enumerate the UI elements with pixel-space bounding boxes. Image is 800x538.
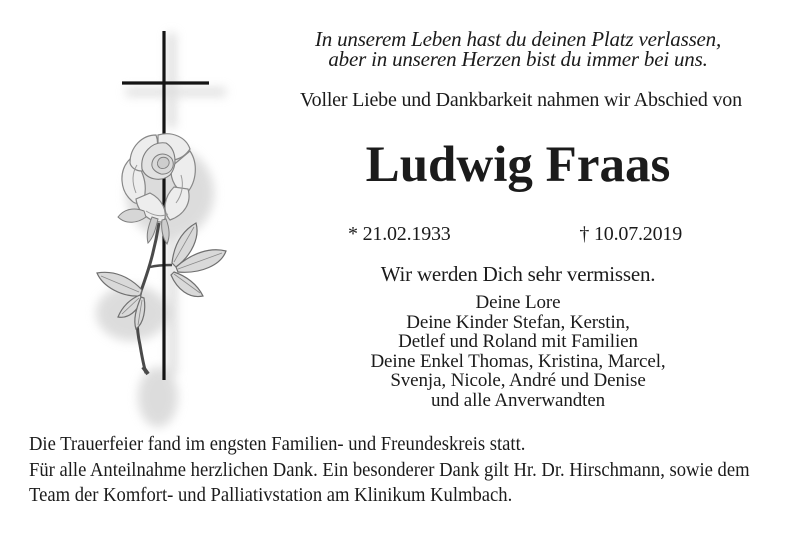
epigraph-line: In unserem Leben hast du deinen Platz verlassen, [314,27,722,51]
mourner-line: Deine Kinder Stefan, Kerstin, [406,311,630,333]
death-date: † 10.07.2019 [579,223,682,245]
footer-text [29,432,750,509]
footer-line: Team der Komfort- und Palliativstation am Klinikum Kulmbach. [29,484,513,506]
epigraph-line: aber in unseren Herzen bist du immer bei uns. [328,47,708,71]
artwork-shadow [96,33,226,427]
mourner-line: Deine Lore [475,292,561,313]
birth-date: * 21.02.1933 [348,223,451,245]
mourner-line: Deine Enkel Thomas, Kristina, Marcel, [370,350,666,372]
intro-line: Voller Liebe und Dankbarkeit nahmen wir Abschied von [300,89,742,111]
life-dates [348,223,682,246]
epigraph [300,29,736,69]
farewell-line: Wir werden Dich sehr vermissen. [380,262,656,286]
footer-line: Die Trauerfeier fand im engsten Familien- und Freundeskreis statt. [29,433,526,455]
mourners-list [300,293,736,410]
mourner-line: Svenja, Nicole, André und Denise [390,370,646,391]
cross-rose-artwork [80,15,260,435]
mourner-line: und alle Anverwandten [430,389,606,411]
mourner-line: Detlef und Roland mit Familien [398,331,638,352]
footer-line: Für alle Anteilnahme herzlichen Dank. Ein besonderer Dank gilt Hr. Dr. Hirschmann, sowie dem [29,458,750,481]
deceased-name: Ludwig Fraas [365,137,671,193]
cross-with-rose-icon [80,15,260,435]
